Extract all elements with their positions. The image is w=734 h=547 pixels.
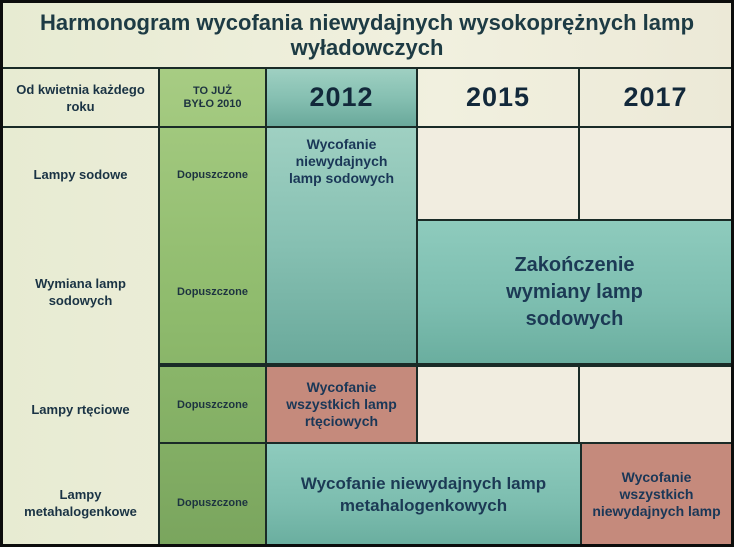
row-label-sodium-replacement: Wymiana lamp sodowych — [35, 276, 126, 308]
slide-title: Harmonogram wycofania niewydajnych wysokoprężnych lamp wyładowczych — [39, 10, 695, 60]
status-cell — [160, 444, 265, 544]
empty-cell-2015-sodium — [418, 128, 578, 219]
status-mercury: Dopuszczone — [177, 398, 248, 411]
row-label-cell — [3, 128, 158, 221]
empty-cell-2017-sodium — [580, 128, 731, 219]
mercury-phaseout-text: Wycofanie wszystkich lamp rtęciowych — [286, 379, 397, 429]
status-sodium-replacement: Dopuszczone — [177, 286, 248, 298]
year-2012-label: 2012 — [309, 82, 374, 112]
mercury-phaseout-block — [267, 367, 416, 442]
header-2010-label: TO JUŻ BYŁO 2010 — [183, 84, 242, 110]
header-year-2012 — [267, 69, 416, 126]
grid-line — [418, 219, 731, 221]
sodium-phaseout-2012-text: Wycofanie niewydajnych lamp sodowych — [288, 136, 395, 186]
all-inefficient-2017-block — [582, 444, 731, 544]
sodium-phaseout-2012-block — [267, 128, 416, 363]
row-label-metal-halide: Lampy metahalogenkowe — [24, 487, 137, 519]
status-cell — [160, 367, 265, 442]
empty-cell-2015-mercury — [418, 367, 578, 442]
sodium-replacement-end-text: Zakończenie wymiany lamp sodowych — [506, 253, 643, 330]
status-cell — [160, 221, 265, 363]
grid-line — [580, 444, 582, 544]
year-2015-label: 2015 — [465, 82, 531, 112]
grid-line — [578, 367, 580, 442]
row-label-sodium: Lampy sodowe — [33, 167, 128, 182]
status-cell — [160, 128, 265, 221]
schedule-slide — [3, 3, 731, 544]
metal-halide-phaseout-text: Wycofanie niewydajnych lamp metahalogenkowych — [300, 473, 547, 515]
header-year-2017 — [580, 69, 731, 126]
row-label-cell — [3, 221, 158, 363]
metal-halide-phaseout-block — [267, 444, 580, 544]
row-label-mercury: Lampy rtęciowe — [31, 402, 130, 417]
all-inefficient-2017-text: Wycofanie wszystkich niewydajnych lamp — [592, 469, 721, 519]
grid-line — [265, 67, 267, 544]
status-sodium: Dopuszczone — [177, 168, 248, 181]
status-metal-halide: Dopuszczone — [177, 497, 248, 509]
title-area — [3, 3, 731, 67]
row-label-cell — [3, 444, 158, 544]
empty-cell-2017-mercury — [580, 367, 731, 442]
row-label-cell — [3, 367, 158, 452]
row-header-cell — [3, 69, 158, 126]
header-2010-cell — [160, 69, 265, 126]
header-year-2015 — [418, 69, 578, 126]
sodium-replacement-end-block — [418, 221, 731, 363]
year-2017-label: 2017 — [623, 82, 688, 112]
row-header-label: Od kwietnia każdego roku — [16, 81, 145, 114]
